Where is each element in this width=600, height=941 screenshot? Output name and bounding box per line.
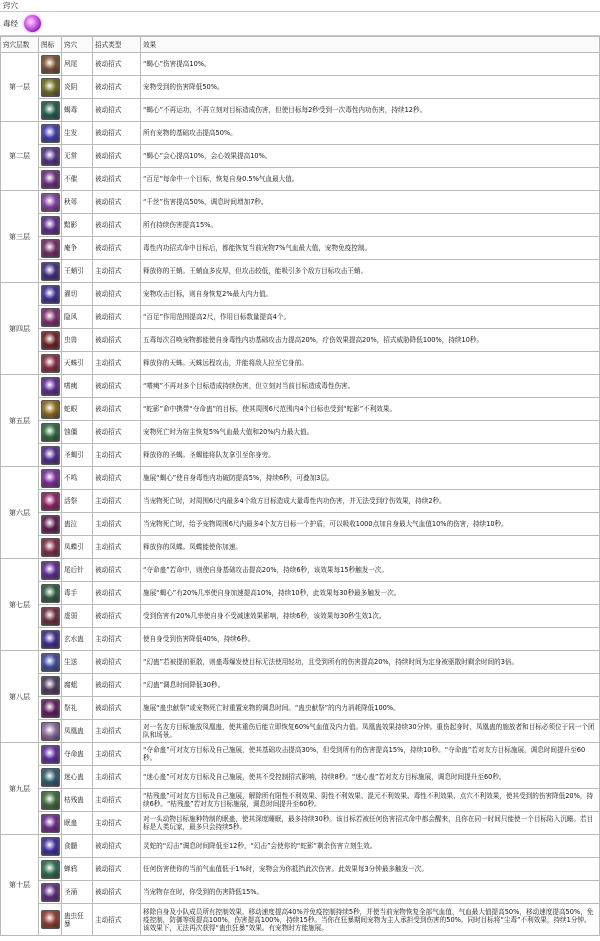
skill-icon bbox=[41, 55, 60, 74]
skill-type: 被动招式 bbox=[93, 214, 141, 237]
skill-name: 庵争 bbox=[62, 237, 93, 260]
skill-type: 被动招式 bbox=[93, 76, 141, 99]
skill-name: 食髓 bbox=[62, 835, 93, 858]
skill-icon bbox=[41, 469, 60, 488]
table-row bbox=[1, 835, 600, 858]
table-row bbox=[1, 651, 600, 674]
table-row bbox=[1, 881, 600, 904]
skill-icon-cell bbox=[39, 651, 62, 674]
skill-icon-cell bbox=[39, 628, 62, 651]
skill-icon-cell bbox=[39, 329, 62, 352]
tier-label: 第二层 bbox=[1, 122, 39, 191]
skill-icon bbox=[41, 768, 60, 787]
skill-icon bbox=[41, 791, 60, 810]
skill-effect: 宠物受到的伤害降低50%。 bbox=[141, 76, 600, 99]
skill-effect: “蝎心”伤害提高10%。 bbox=[141, 53, 600, 76]
skill-icon bbox=[41, 561, 60, 580]
skill-icon-cell bbox=[39, 444, 62, 467]
skill-name: 腐蛆 bbox=[62, 674, 93, 697]
skill-name: 黯影 bbox=[62, 214, 93, 237]
section-header bbox=[0, 0, 600, 12]
skill-icon-cell bbox=[39, 904, 62, 936]
skill-type: 主动招式 bbox=[93, 766, 141, 789]
skill-type: 主动招式 bbox=[93, 444, 141, 467]
skill-icon bbox=[41, 400, 60, 419]
skill-effect: “百足”作用范围提高2尺，作用目标数量提高4个。 bbox=[141, 306, 600, 329]
skill-icon bbox=[41, 78, 60, 97]
table-row bbox=[1, 582, 600, 605]
skill-effect: 受到伤害有20%几率使自身不受减速效果影响，持续6秒，该效果每30秒生效1次。 bbox=[141, 605, 600, 628]
skill-name: 蚀僵 bbox=[62, 421, 93, 444]
skill-icon-cell bbox=[39, 421, 62, 444]
skill-icon-cell bbox=[39, 467, 62, 490]
skill-icon bbox=[41, 124, 60, 143]
skill-icon-cell bbox=[39, 122, 62, 145]
skill-effect: 灵蛇的“幻击”调息时间降低至12秒，“幻击”会使你的“蛇影”剩余伤害立刻生效。 bbox=[141, 835, 600, 858]
skill-icon bbox=[41, 607, 60, 626]
skill-type: 主动招式 bbox=[93, 628, 141, 651]
skill-icon bbox=[41, 814, 60, 833]
table-row bbox=[1, 168, 600, 191]
skill-icon-cell bbox=[39, 766, 62, 789]
col-header-skill-type: 招式类型 bbox=[93, 37, 141, 53]
table-row bbox=[1, 697, 600, 720]
skill-icon-cell bbox=[39, 145, 62, 168]
skill-type: 被动招式 bbox=[93, 53, 141, 76]
table-row bbox=[1, 467, 600, 490]
skill-effect: 所有持续伤害提高15%。 bbox=[141, 214, 600, 237]
skill-type: 被动招式 bbox=[93, 375, 141, 398]
section-title: 窍穴 bbox=[3, 1, 18, 10]
skill-type: 被动招式 bbox=[93, 145, 141, 168]
skill-effect: “百足”每命中一个目标，恢复自身0.5%气血最大值。 bbox=[141, 168, 600, 191]
skill-effect: 施展“蝎心”使自身毒性内功破防提高5%，持续6秒，可叠加3层。 bbox=[141, 467, 600, 490]
table-row bbox=[1, 76, 600, 99]
skill-icon bbox=[41, 239, 60, 258]
skill-name: 夺命蛊 bbox=[62, 743, 93, 766]
table-row bbox=[1, 766, 600, 789]
table-row bbox=[1, 283, 600, 306]
skill-type: 主动招式 bbox=[93, 490, 141, 513]
skill-effect: “迷心蛊”可对友方目标及自己施展，使其不受控制招式影响，持续8秒。“迷心蛊”若对友方目标施展，调息时间提升至60秒。 bbox=[141, 766, 600, 789]
skill-effect: 释放你的天蛛。天蛛远程攻击，并能将敌人拉至它身前。 bbox=[141, 352, 600, 375]
skill-name: 蝎毒 bbox=[62, 99, 93, 122]
skill-icon-cell bbox=[39, 191, 62, 214]
skill-name: 嗜痍 bbox=[62, 375, 93, 398]
table-row bbox=[1, 605, 600, 628]
skill-icon-cell bbox=[39, 283, 62, 306]
table-row bbox=[1, 674, 600, 697]
skill-type: 被动招式 bbox=[93, 559, 141, 582]
skill-effect: 对一名友方目标施放凤凰蛊，使其重伤后能立即恢复60%气血值及内力值。凤凰蛊效果持续30分钟。重伤起身时，凤凰蛊的施放者和目标必须位于同一个团队和场景。 bbox=[141, 720, 600, 743]
tier-label: 第八层 bbox=[1, 651, 39, 743]
skill-icon-cell bbox=[39, 375, 62, 398]
table-row bbox=[1, 191, 600, 214]
tier-label: 第四层 bbox=[1, 283, 39, 375]
col-header-effect: 效果 bbox=[141, 37, 600, 53]
faction-name: 毒经 bbox=[3, 19, 18, 28]
skill-icon bbox=[41, 860, 60, 879]
skill-type: 被动招式 bbox=[93, 122, 141, 145]
skill-effect: “幻蛊”调息时间降低30秒。 bbox=[141, 674, 600, 697]
skill-effect: 对一头动物目标施种特制的眠蛊，使其深度睡眠，最多持续30秒。该目标若被任何伤害招式命中都会醒来，且你在同一时间只能使一个目标陷入沉睡。若目标是人类玩家，最多只会持续5秒。 bbox=[141, 812, 600, 835]
skill-icon bbox=[41, 262, 60, 281]
skill-name: 蝉鸦 bbox=[62, 858, 93, 881]
skill-type: 被动招式 bbox=[93, 674, 141, 697]
skill-icon-cell bbox=[39, 306, 62, 329]
table-row bbox=[1, 99, 600, 122]
skill-effect: 任何伤害使你的当前气血值低于1%时，宠物会为你抵挡此次伤害。此效果每3分钟最多触发一次。 bbox=[141, 858, 600, 881]
table-row bbox=[1, 536, 600, 559]
skill-name: 迷心蛊 bbox=[62, 766, 93, 789]
skill-effect: 当宠物死亡时，给予宠物周围6尺内最多4个友方目标一个护盾，可以吸收1000点加自身最大气血值10%的伤害，持续10秒。 bbox=[141, 513, 600, 536]
skill-type: 主动招式 bbox=[93, 720, 141, 743]
skill-icon-cell bbox=[39, 789, 62, 812]
skill-type: 被动招式 bbox=[93, 467, 141, 490]
skill-type: 被动招式 bbox=[93, 421, 141, 444]
skill-icon bbox=[41, 308, 60, 327]
tier-label: 第一层 bbox=[1, 53, 39, 122]
skill-icon-cell bbox=[39, 168, 62, 191]
skill-icon bbox=[41, 331, 60, 350]
skill-icon bbox=[41, 883, 60, 902]
skill-icon-cell bbox=[39, 559, 62, 582]
skill-icon bbox=[41, 837, 60, 856]
skill-type: 被动招式 bbox=[93, 329, 141, 352]
skill-effect: 释放你的凤蝶。凤蝶能使你加速。 bbox=[141, 536, 600, 559]
skill-name: 尾后针 bbox=[62, 559, 93, 582]
table-row bbox=[1, 306, 600, 329]
skill-icon-cell bbox=[39, 214, 62, 237]
skill-icon-cell bbox=[39, 674, 62, 697]
skill-name: 祭礼 bbox=[62, 697, 93, 720]
tier-label: 第十层 bbox=[1, 835, 39, 936]
skill-icon bbox=[41, 515, 60, 534]
skill-icon bbox=[41, 147, 60, 166]
skill-type: 被动招式 bbox=[93, 99, 141, 122]
skill-icon bbox=[41, 584, 60, 603]
skill-effect: 施展“蝎心”有20%几率使自身加速提高10%，持续10秒，此效果每30秒最多触发一次。 bbox=[141, 582, 600, 605]
skill-icon-cell bbox=[39, 490, 62, 513]
skill-icon bbox=[41, 699, 60, 718]
table-row bbox=[1, 421, 600, 444]
skill-icon-cell bbox=[39, 53, 62, 76]
skill-effect: 施展“蛊虫献祭”或宠物死亡时重置宠物的调息时间。“蛊虫献祭”的内力消耗降低100%。 bbox=[141, 697, 600, 720]
skill-name: 蛇眼 bbox=[62, 398, 93, 421]
skill-type: 被动招式 bbox=[93, 168, 141, 191]
skill-icon-cell bbox=[39, 835, 62, 858]
skill-icon bbox=[41, 745, 60, 764]
skill-name: 圣涌 bbox=[62, 881, 93, 904]
table-row bbox=[1, 398, 600, 421]
skill-icon bbox=[41, 653, 60, 672]
table-row bbox=[1, 904, 600, 936]
skill-effect: 当宠物死亡时，对周围6尺内最多4个敌方目标造成大量毒性内功伤害，并无法受到疗伤效果，持续2秒。 bbox=[141, 490, 600, 513]
table-row bbox=[1, 743, 600, 766]
skill-name: 玄水蛊 bbox=[62, 628, 93, 651]
skill-icon-cell bbox=[39, 76, 62, 99]
tier-label: 第五层 bbox=[1, 375, 39, 467]
skill-icon-cell bbox=[39, 260, 62, 283]
skill-name: 凤蝶引 bbox=[62, 536, 93, 559]
skill-effect: 毒性内功招式命中目标后，都能恢复当前宠物7%气血最大值，宠物免疫控制。 bbox=[141, 237, 600, 260]
skill-icon-cell bbox=[39, 237, 62, 260]
skill-icon-cell bbox=[39, 398, 62, 421]
skill-name: 不催 bbox=[62, 168, 93, 191]
table-row bbox=[1, 214, 600, 237]
table-row bbox=[1, 329, 600, 352]
col-header-icon: 图标 bbox=[39, 37, 62, 53]
col-header-tier: 窍穴层数 bbox=[1, 37, 39, 53]
skill-effect: 五毒每次召唤宠物都能使自身毒性内功基础攻击力提高20%，疗伤效果提高20%，招式威胁降低100%，持续10秒。 bbox=[141, 329, 600, 352]
skill-icon bbox=[41, 193, 60, 212]
skill-icon-cell bbox=[39, 720, 62, 743]
skill-name: 毒手 bbox=[62, 582, 93, 605]
skill-name: 不鸣 bbox=[62, 467, 93, 490]
skill-icon bbox=[41, 423, 60, 442]
skill-icon bbox=[41, 285, 60, 304]
skill-type: 被动招式 bbox=[93, 881, 141, 904]
skill-effect: 释放你的圣蝎。圣蝎能将队友拿引至你身旁。 bbox=[141, 444, 600, 467]
skill-type: 被动招式 bbox=[93, 306, 141, 329]
skill-name: 圣蝎引 bbox=[62, 444, 93, 467]
skill-name: 凤凰蛊 bbox=[62, 720, 93, 743]
skill-effect: “夺命蛊”若命中，则使自身基础攻击提高20%，持续6秒，该效果每15秒触发一次。 bbox=[141, 559, 600, 582]
skill-type: 被动招式 bbox=[93, 191, 141, 214]
skill-icon bbox=[41, 910, 60, 929]
skill-type: 主动招式 bbox=[93, 812, 141, 835]
skill-effect: “嗜痍”不再对多个目标造成持续伤害，但立刻对当前目标造成毒性伤害。 bbox=[141, 375, 600, 398]
skill-icon-cell bbox=[39, 513, 62, 536]
skill-type: 主动招式 bbox=[93, 743, 141, 766]
table-row bbox=[1, 237, 600, 260]
table-row bbox=[1, 789, 600, 812]
skill-name: 濯切 bbox=[62, 283, 93, 306]
skill-icon bbox=[41, 101, 60, 120]
skill-icon bbox=[41, 538, 60, 557]
table-row bbox=[1, 628, 600, 651]
skill-effect: “蝎心”会心提高10%，会心效果提高10%。 bbox=[141, 145, 600, 168]
faction-row bbox=[0, 12, 600, 36]
skill-name: 生发 bbox=[62, 122, 93, 145]
skill-type: 主动招式 bbox=[93, 260, 141, 283]
tier-label: 第三层 bbox=[1, 191, 39, 283]
skill-name: 无常 bbox=[62, 145, 93, 168]
skill-type: 被动招式 bbox=[93, 237, 141, 260]
skill-name: 蛊泣 bbox=[62, 513, 93, 536]
skill-icon-cell bbox=[39, 881, 62, 904]
skill-name: 隐风 bbox=[62, 306, 93, 329]
skill-effect: 释放你的王蛸。王蛸血多皮厚，但攻击较低，能吸引多个敌方目标攻击王蛸。 bbox=[141, 260, 600, 283]
skill-type: 被动招式 bbox=[93, 697, 141, 720]
skill-name: 枯残蛊 bbox=[62, 789, 93, 812]
skill-name: 生送 bbox=[62, 651, 93, 674]
table-row bbox=[1, 145, 600, 168]
tier-label: 第七层 bbox=[1, 559, 39, 651]
skill-icon bbox=[41, 630, 60, 649]
skill-name: 眠蛊 bbox=[62, 812, 93, 835]
tier-label: 第九层 bbox=[1, 743, 39, 835]
skill-icon-cell bbox=[39, 536, 62, 559]
skill-icon bbox=[41, 492, 60, 511]
skill-icon-cell bbox=[39, 812, 62, 835]
table-row bbox=[1, 444, 600, 467]
skill-name: 王蛸引 bbox=[62, 260, 93, 283]
table-row bbox=[1, 812, 600, 835]
skill-icon-cell bbox=[39, 352, 62, 375]
skill-effect: 当宠物存在时，你受到的伤害降低15%。 bbox=[141, 881, 600, 904]
skill-name: 蛊虫狂暴 bbox=[62, 904, 93, 936]
skill-effect: “蝎心”不再运功，不再立刻对目标造成伤害，但使目标每2秒受到一次毒性内功伤害，持续12秒。 bbox=[141, 99, 600, 122]
skill-icon-cell bbox=[39, 99, 62, 122]
faction-emblem-icon bbox=[24, 15, 41, 32]
skill-type: 被动招式 bbox=[93, 283, 141, 306]
skill-effect: 所有宠物的基础攻击提高50%。 bbox=[141, 122, 600, 145]
skill-icon-cell bbox=[39, 605, 62, 628]
skill-name: 炎阴 bbox=[62, 76, 93, 99]
skill-type: 主动招式 bbox=[93, 789, 141, 812]
skill-name: 夙尾 bbox=[62, 53, 93, 76]
skill-name: 活祭 bbox=[62, 490, 93, 513]
col-header-acupoint: 窍穴 bbox=[62, 37, 93, 53]
skill-effect: 宠物死亡时为宿主恢复5%气血最大值和20%内力最大值。 bbox=[141, 421, 600, 444]
skill-type: 主动招式 bbox=[93, 513, 141, 536]
acupoint-table bbox=[0, 36, 600, 936]
skill-type: 主动招式 bbox=[93, 904, 141, 936]
skill-icon bbox=[41, 446, 60, 465]
skill-effect: 移除自身及小队成员所有控制效果，移动速度提高40%并免疫控制持续5秒，并使当前宠物恢复全部气血值，气血最大值提高50%，移动速度提高50%，免疫控制，防御等级提高100%，伤害提高100%，持续15秒。当你在狂暴期间宠物为主人承担受到伤害的50%。同时目标将“尘毒”不利效果，持续1分钟。该效果下，无法再次获得“蛊虫狂暴”效果。有宠物时方能施展。 bbox=[141, 904, 600, 936]
skill-icon-cell bbox=[39, 697, 62, 720]
skill-icon-cell bbox=[39, 858, 62, 881]
skill-effect: “夺命蛊”可对友方目标及自己施展，使其基础攻击提高30%，但受到所有的伤害提高15%，持续10秒。“夺命蛊”若对友方目标施展，调息时间提升至60秒。 bbox=[141, 743, 600, 766]
table-header-row bbox=[1, 37, 600, 53]
skill-name: 虚弱 bbox=[62, 605, 93, 628]
skill-effect: “幻蛊”若被提前驱散，则蛊毒爆发使目标无法使用轻功，且受到所有的伤害提高20%，持续时间为定身被驱散时剩余时间的3倍。 bbox=[141, 651, 600, 674]
skill-icon bbox=[41, 722, 60, 741]
skill-type: 被动招式 bbox=[93, 582, 141, 605]
skill-icon bbox=[41, 676, 60, 695]
skill-effect: 使自身受到伤害降低40%，持续6秒。 bbox=[141, 628, 600, 651]
table-row bbox=[1, 720, 600, 743]
table-row bbox=[1, 352, 600, 375]
skill-icon bbox=[41, 377, 60, 396]
tier-label: 第六层 bbox=[1, 467, 39, 559]
skill-name: 秋萼 bbox=[62, 191, 93, 214]
table-row bbox=[1, 53, 600, 76]
skill-type: 被动招式 bbox=[93, 835, 141, 858]
skill-effect: “蛇影”命中携带“夺命蛊”的目标，使其周围6尺范围内4个目标也受到“蛇影”不利效果。 bbox=[141, 398, 600, 421]
table-row bbox=[1, 513, 600, 536]
skill-icon bbox=[41, 170, 60, 189]
skill-type: 被动招式 bbox=[93, 651, 141, 674]
table-row bbox=[1, 490, 600, 513]
table-row bbox=[1, 375, 600, 398]
skill-name: 天蛛引 bbox=[62, 352, 93, 375]
skill-type: 被动招式 bbox=[93, 398, 141, 421]
skill-icon-cell bbox=[39, 743, 62, 766]
skill-type: 主动招式 bbox=[93, 352, 141, 375]
table-row bbox=[1, 260, 600, 283]
skill-type: 主动招式 bbox=[93, 536, 141, 559]
table-row bbox=[1, 559, 600, 582]
table-row bbox=[1, 122, 600, 145]
skill-effect: 宠物攻击目标，则自身恢复2%最大内力值。 bbox=[141, 283, 600, 306]
skill-name: 虫兽 bbox=[62, 329, 93, 352]
skill-icon bbox=[41, 354, 60, 373]
skill-type: 被动招式 bbox=[93, 858, 141, 881]
skill-effect: “枯残蛊”可对友方目标及自己施展，解除所有阳性不利效果、阴性不利效果、混元不利效果、毒性不利效果、点穴不利效果，使其受到的伤害降低20%，持续6秒。“枯残蛊”若对友方目标施展，调息时间提升至60秒。 bbox=[141, 789, 600, 812]
skill-type: 被动招式 bbox=[93, 605, 141, 628]
skill-effect: “千丝”伤害提高50%，调息时间增加7秒。 bbox=[141, 191, 600, 214]
table-row bbox=[1, 858, 600, 881]
skill-icon bbox=[41, 216, 60, 235]
skill-icon-cell bbox=[39, 582, 62, 605]
